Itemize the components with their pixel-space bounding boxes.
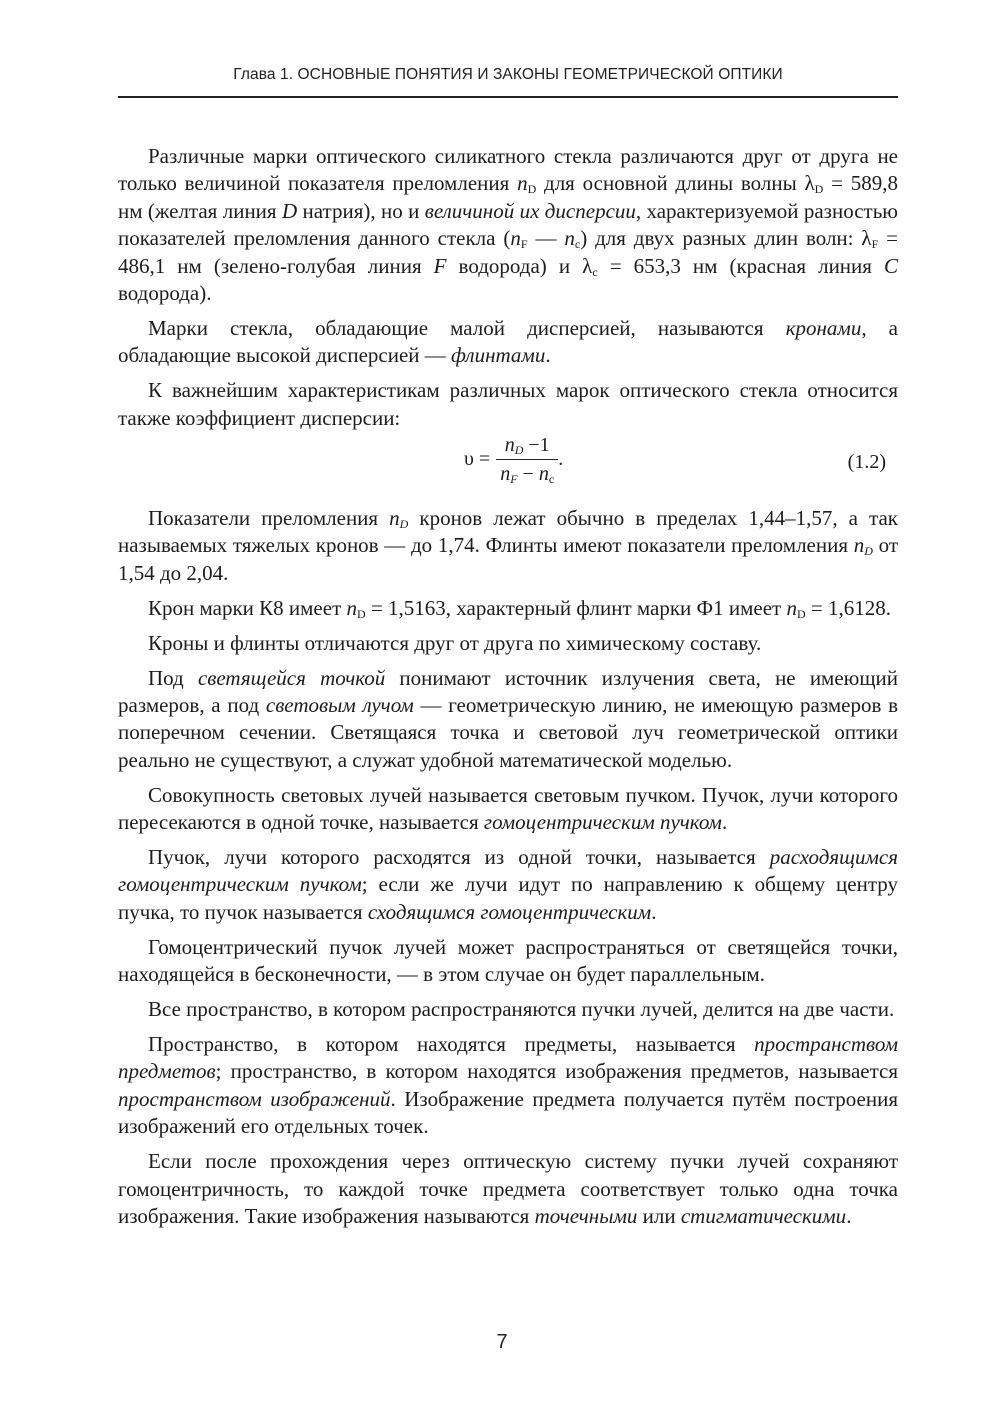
paragraph-2: Марки стекла, обладающие малой дисперсией, называются кронами, а обладающие высокой дисперсией — флинтами.: [118, 315, 898, 368]
paragraph-8: Совокупность световых лучей называется световым пучком. Пучок, лучи которого пересекаются в одной точке, называется гомоцентрическим пучком.: [118, 782, 898, 835]
paragraph-6: Кроны и флинты отличаются друг от друга по химическому составу.: [148, 630, 762, 655]
formula-lhs: υ =: [464, 448, 491, 470]
emphasis-dispersion: величиной их дисперсии: [424, 198, 636, 223]
running-header: Глава 1. ОСНОВНЫЕ ПОНЯТИЯ И ЗАКОНЫ ГЕОМЕТРИЧЕСКОЙ ОПТИКИ: [233, 66, 783, 83]
formula-numerator: $n_D -1$: [504, 434, 550, 458]
paragraph-3: К важнейшим характеристикам различных марок оптического стекла относится также коэффициент дисперсии:: [118, 378, 898, 430]
formula-denominator: $n_F - n_c$: [500, 463, 555, 487]
paragraph-9: Пучок, лучи которого расходятся из одной точки, называется расходящимся гомоцентрическим пучком; если же лучи идут по направлению к общему центру пучка, то пучок называется сходящимся гомоцентрическим.: [118, 845, 898, 924]
formula-fraction: [496, 433, 558, 486]
header-divider: [118, 96, 898, 98]
equation-number: (1.2): [847, 451, 886, 474]
page-body: [118, 143, 898, 1238]
paragraph-10: Гомоцентрический пучок лучей может распространяться от светящейся точки, находящейся в бесконечности, — в этом случае он будет параллельным.: [118, 934, 898, 987]
paragraph-5: Крон марки К8 имеет $n_D = 1,5163$, характерный флинт марки Ф1 имеет $n_D = 1,6128$.: [148, 595, 891, 621]
paragraph-7: Под светящейся точкой понимают источник излучения света, не имеющий размеров, а под световым лучом — геометрическую линию, не имеющую размеров в поперечном сечении. Светящаяся точка и световой луч геометрической оптики реально не существуют, а служат удобной математической моделью.: [118, 665, 898, 772]
formula-tail: .: [558, 448, 564, 470]
paragraph-4: Показатели преломления $n_D$ кронов лежат обычно в пределах 1,44–1,57, а так называемых тяжелых кронов — до 1,74. Флинты имеют показатели преломления $n_D$ от 1,54 до 2,04.: [118, 506, 898, 585]
formula-expression: [464, 433, 563, 486]
paragraph-11: Все пространство, в котором распространяются пучки лучей, делится на две части.: [148, 997, 895, 1022]
paragraph-12: Пространство, в котором находятся предметы, называется пространством предметов; пространство, в котором находятся изображения предметов, называется пространством изображений. Изображение предмета получается путём построения изображений его отдельных точек.: [118, 1031, 898, 1139]
formula-1-2: [118, 433, 898, 495]
paragraph-1: Различные марки оптического силикатного стекла различаются друг от друга не только величиной показателя преломления $n_D$ для основной длины волны $\lambda_D = 589,8$ нм (желтая линия D натрия), но и величиной их дисперсии, характеризуемой разностью показателей преломления данного стекла ($n_F$ — $n_c$) для двух разных длин волн: $\lambda_F = 486,1$ нм (зелено-голубая линия F водорода) и $\lambda_c = 653,3$ нм (красная линия C водорода).: [118, 144, 899, 306]
page-number: 7: [496, 1331, 508, 1353]
paragraph-13: Если после прохождения через оптическую систему пучки лучей сохраняют гомоцентричность, то каждой точке предмета соответствует только одна точка изображения. Такие изображения называются точечными или стигматическими.: [118, 1149, 898, 1228]
